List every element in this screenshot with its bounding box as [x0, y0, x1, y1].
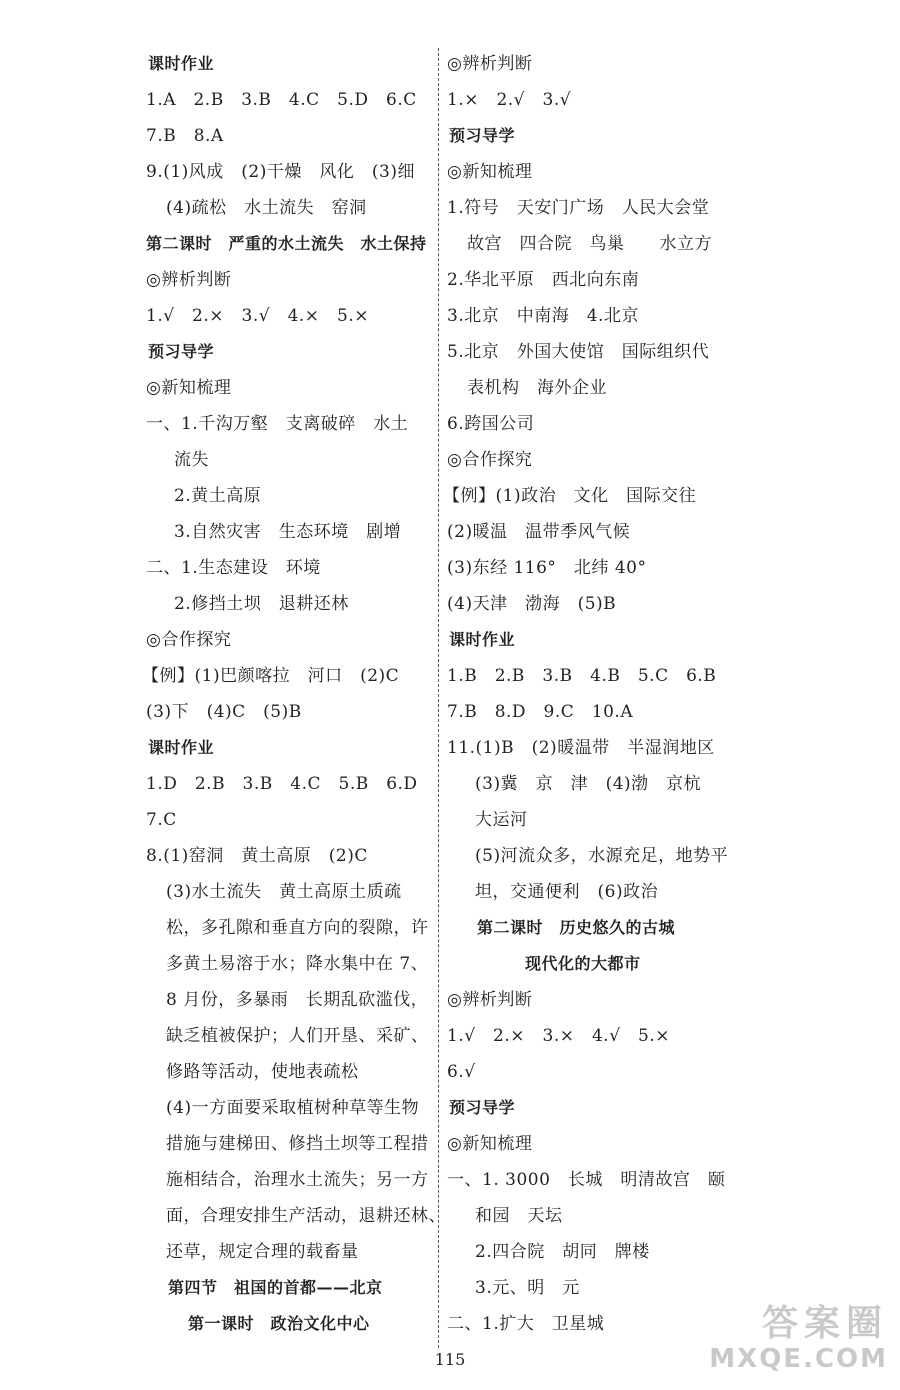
section-label: ◎新知梳理 — [447, 1134, 533, 1154]
section-label: ◎新知梳理 — [146, 378, 232, 398]
answer-line: 1.符号 天安门广场 人民大会堂 — [447, 198, 710, 218]
heading-homework: 课时作业 — [148, 738, 215, 757]
answer-line: 1.D 2.B 3.B 4.C 5.B 6.D — [146, 774, 418, 794]
section-label: ◎合作探究 — [447, 450, 533, 470]
section-label: ◎辨析判断 — [447, 54, 533, 74]
lesson-heading: 第二课时 历史悠久的古城 — [477, 918, 676, 937]
answer-line: 措施与建梯田、修挡土坝等工程措 — [166, 1134, 429, 1154]
section-label: ◎辨析判断 — [146, 270, 232, 290]
answer-line: 【例】(1)政治 文化 国际交往 — [443, 486, 697, 506]
answer-line: 11.(1)B (2)暖温带 半湿润地区 — [447, 738, 715, 758]
answer-line: 3.北京 中南海 4.北京 — [447, 306, 639, 326]
answer-line: 3.元、明 元 — [475, 1278, 580, 1298]
answer-line: (3)水土流失 黄土高原土质疏 — [166, 882, 402, 902]
heading-preview: 预习导学 — [449, 126, 516, 145]
answer-line: 2.四合院 胡同 牌楼 — [475, 1242, 650, 1262]
answer-line: 还草，规定合理的载畜量 — [166, 1242, 359, 1262]
answer-line: (3)下 (4)C (5)B — [146, 702, 302, 722]
answer-line: 一、1.千沟万壑 支离破碎 水土 — [146, 414, 409, 434]
answer-line: (2)暖温 温带季风气候 — [447, 522, 631, 542]
answer-line: (4)一方面要采取植树种草等生物 — [166, 1098, 420, 1118]
answer-line: 2.华北平原 西北向东南 — [447, 270, 640, 290]
answer-line: 大运河 — [475, 810, 528, 830]
watermark-text-top: 答案圈 — [761, 1303, 888, 1344]
answer-line: (3)东经 116° 北纬 40° — [447, 558, 647, 578]
heading-homework: 课时作业 — [148, 54, 215, 73]
answer-line: 坦，交通便利 (6)政治 — [475, 882, 659, 902]
answer-line: 表机构 海外企业 — [467, 378, 607, 398]
heading-homework: 课时作业 — [449, 630, 516, 649]
answer-line: 6.√ — [447, 1062, 476, 1082]
answer-line: 流失 — [174, 450, 209, 470]
answer-line: 多黄土易溶于水；降水集中在 7、 — [166, 954, 429, 974]
answer-line: 【例】(1)巴颜喀拉 河口 (2)C — [142, 666, 400, 686]
section-heading: 第四节 祖国的首都——北京 — [168, 1278, 383, 1297]
lesson-heading: 第二课时 严重的水土流失 水土保持 — [146, 234, 427, 253]
answer-line: 7.C — [146, 810, 177, 830]
answer-line: 3.自然灾害 生态环境 剧增 — [174, 522, 402, 542]
answer-line: 施相结合，治理水土流失；另一方 — [166, 1170, 429, 1190]
answer-line: 5.北京 外国大使馆 国际组织代 — [447, 342, 710, 362]
answer-line: 缺乏植被保护；人们开垦、采矿、 — [166, 1026, 429, 1046]
answer-line: 2.修挡土坝 退耕还林 — [174, 594, 349, 614]
column-divider — [438, 48, 439, 1348]
heading-preview: 预习导学 — [148, 342, 215, 361]
answer-line: 面，合理安排生产活动，退耕还林、 — [166, 1206, 446, 1226]
answer-line: 故宫 四合院 鸟巢 水立方 — [467, 234, 712, 254]
answer-line: 9.(1)风成 (2)干燥 风化 (3)细 — [146, 162, 415, 182]
section-label: ◎合作探究 — [146, 630, 232, 650]
lesson-heading: 第一课时 政治文化中心 — [188, 1314, 370, 1333]
answer-line: 和园 天坛 — [475, 1206, 563, 1226]
answer-line: 松，多孔隙和垂直方向的裂隙，许 — [166, 918, 429, 938]
answer-line: (5)河流众多，水源充足，地势平 — [475, 846, 729, 866]
page-number: 115 — [434, 1350, 466, 1369]
section-label: ◎新知梳理 — [447, 162, 533, 182]
answer-line: (4)疏松 水土流失 窑洞 — [166, 198, 367, 218]
answer-line: (3)冀 京 津 (4)渤 京杭 — [475, 774, 702, 794]
answer-line: 1.B 2.B 3.B 4.B 5.C 6.B — [447, 666, 717, 686]
answer-line: 1.√ 2.× 3.× 4.√ 5.× — [447, 1026, 670, 1046]
answer-line: 2.黄土高原 — [174, 486, 262, 506]
answer-line: 修路等活动，使地表疏松 — [166, 1062, 359, 1082]
answer-line: 7.B 8.A — [146, 126, 224, 146]
answer-line: 8 月份，多暴雨 长期乱砍滥伐， — [166, 990, 429, 1010]
answer-line: 1.√ 2.× 3.√ 4.× 5.× — [146, 306, 369, 326]
lesson-heading: 现代化的大都市 — [525, 954, 641, 973]
heading-preview: 预习导学 — [449, 1098, 516, 1117]
watermark-text-bottom: MXQE.COM — [709, 1344, 888, 1374]
answer-line: 8.(1)窑洞 黄土高原 (2)C — [146, 846, 368, 866]
answer-line: 二、1.生态建设 环境 — [146, 558, 321, 578]
watermark-logo — [708, 1304, 888, 1382]
answer-line: (4)天津 渤海 (5)B — [447, 594, 617, 614]
answer-line: 6.跨国公司 — [447, 414, 535, 434]
answer-line: 1.× 2.√ 3.√ — [447, 90, 572, 110]
section-label: ◎辨析判断 — [447, 990, 533, 1010]
answer-line: 7.B 8.D 9.C 10.A — [447, 702, 634, 722]
answer-line: 二、1.扩大 卫星城 — [447, 1314, 605, 1334]
answer-line: 1.A 2.B 3.B 4.C 5.D 6.C — [146, 90, 417, 110]
answer-line: 一、1. 3000 长城 明清故宫 颐 — [447, 1170, 726, 1190]
